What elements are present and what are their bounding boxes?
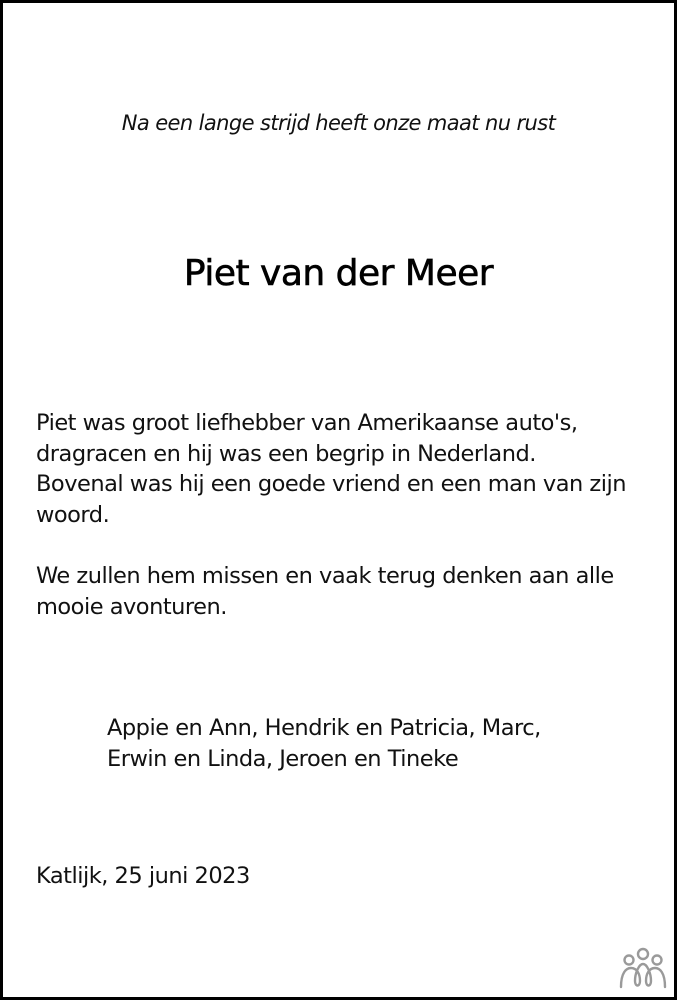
paragraph-line: Bovenal was hij een goede vriend en een man van zijn [36,471,626,497]
paragraph-tribute [36,408,656,530]
paragraph-line: mooie avonturen. [36,593,227,620]
signers [107,713,541,774]
intro-text: Na een lange strijd heeft onze maat nu rust [121,111,556,135]
paragraph-line: We zullen hem missen en vaak terug denken aan alle [36,563,614,589]
deceased-name: Piet van der Meer [183,253,494,294]
paragraph-farewell [36,561,656,622]
signers-line: Erwin en Linda, Jeroen en Tineke [107,745,459,772]
place-date: Katlijk, 25 juni 2023 [36,863,250,889]
people-group-icon [618,947,668,989]
signers-line: Appie en Ann, Hendrik en Patricia, Marc, [107,715,541,741]
paragraph-line: dragracen en hij was een begrip in Nederland. [36,440,536,467]
paragraph-line: Piet was groot liefhebber van Amerikaanse auto's, [36,410,578,436]
paragraph-line: woord. [36,501,110,528]
